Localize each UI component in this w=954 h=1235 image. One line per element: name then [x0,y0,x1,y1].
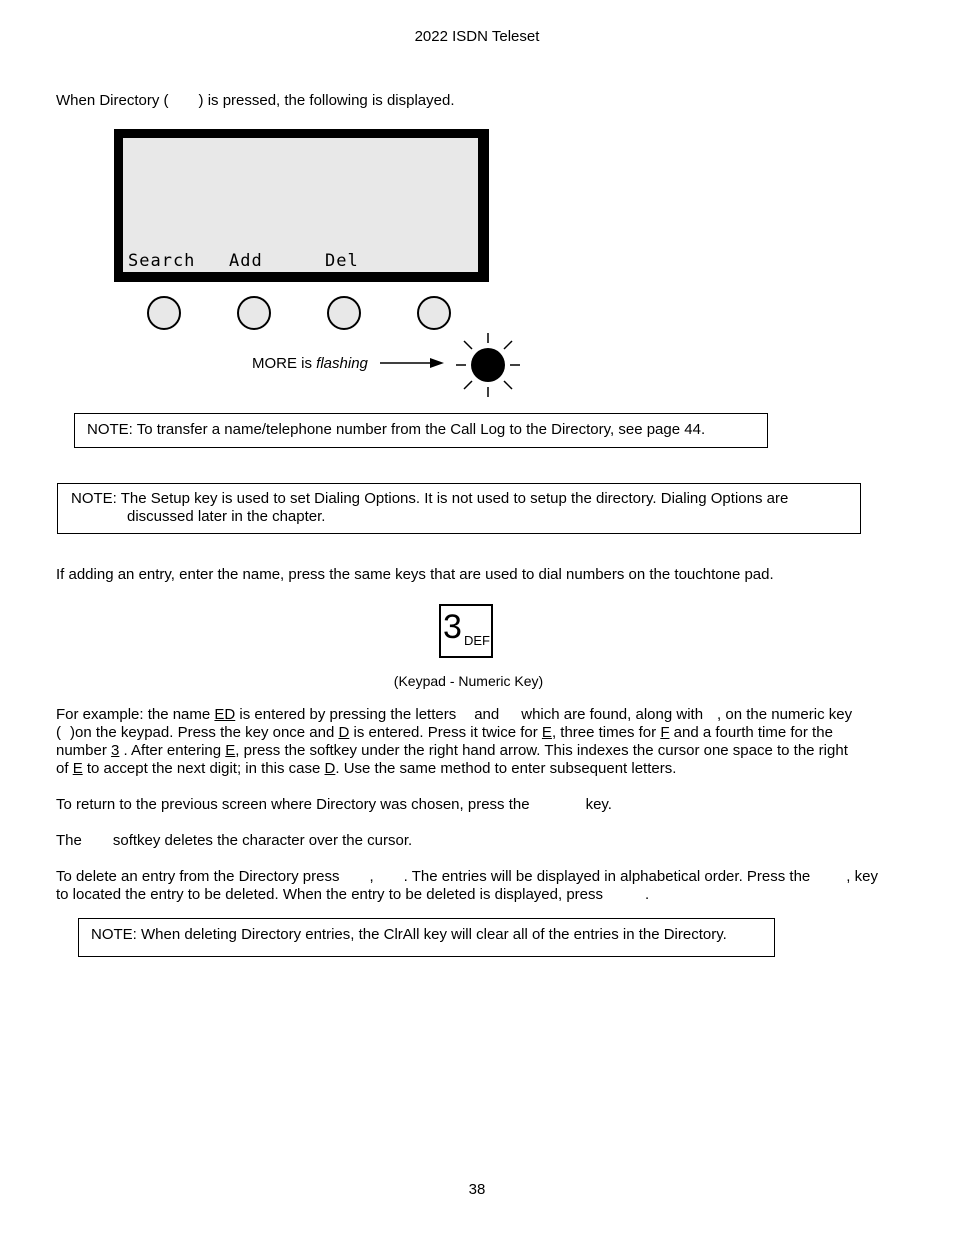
softkey-button-1[interactable] [147,296,181,330]
page-header-title: 2022 ISDN Teleset [414,28,540,45]
example-l3-text-c: , press the softkey under the right hand arrow. This indexes the cursor one space to the right [235,742,848,759]
note-box-setup-key [57,483,861,534]
keypad-key-letters: DEF [464,633,490,648]
intro-text [56,92,455,110]
example-l4-letter-e: E [72,760,83,777]
note-box-call-log [74,413,768,448]
example-line-2 [56,724,833,742]
para-delete-l2a: to located the entry to be deleted. When the entry to be deleted is displayed, press [56,886,604,903]
example-l2-letter-d: D [338,724,350,741]
para-softkey [56,832,412,850]
example-l2-text-b: )on the keypad. Press the key once and [70,724,339,741]
example-l4-letter-d: D [324,760,336,777]
example-l2-letter-e: E [541,724,552,741]
example-l1-and: and [474,706,500,723]
more-label-emphasis: flashing [316,355,368,372]
example-l1-name: ED [214,706,236,723]
note-call-log-text: NOTE: To transfer a name/telephone number from the Call Log to the Directory, see page 44. [87,421,706,438]
keypad-key-3 [439,604,493,658]
keypad-caption: (Keypad - Numeric Key) [393,673,544,689]
note-setup-line1: NOTE: The Setup key is used to set Dialing Options. It is not used to setup the directory. Dialing Options are [71,490,789,507]
para-delete-l1d: , key [846,868,878,885]
flashing-light-icon [452,330,524,400]
example-l3-number: 3 [111,742,120,759]
example-l1-text-b: is entered by pressing the letters [235,706,457,723]
intro-after: ) is pressed, the following is displayed. [198,92,455,109]
para-softkey-before: The [56,832,82,849]
para-delete-line-1 [56,868,878,886]
para-return-after: key. [585,796,612,813]
lcd-screen [123,138,478,272]
lcd-display-frame [114,129,489,282]
example-line-3 [56,742,848,760]
lcd-softkey-del-label: Del [325,251,359,271]
note-setup-line2: discussed later in the chapter. [127,508,326,525]
softkey-button-2[interactable] [237,296,271,330]
keypad-key-digit: 3 [443,608,462,646]
note-box-clrall [78,918,775,957]
more-label-prefix: MORE is [252,355,317,372]
para-delete-l1c: . The entries will be displayed in alphabetical order. Press the [403,868,811,885]
note-clrall-text: NOTE: When deleting Directory entries, the ClrAll key will clear all of the entries in the Directory. [91,926,727,943]
intro-before: When Directory ( [56,92,169,109]
example-l2-text-c: is entered. Press it twice for [349,724,542,741]
para-return [56,796,612,814]
example-l1-text-e: , on the numeric key [717,706,853,723]
lcd-softkey-add-label: Add [229,251,263,271]
example-line-1 [56,706,852,724]
example-l2-letter-f: F [660,724,670,741]
example-l3-letter-e: E [225,742,236,759]
example-line-4 [56,760,676,778]
example-l4-text-a: of [56,760,73,777]
example-l4-text-c: . Use the same method to enter subsequent letters. [335,760,677,777]
para-return-before: To return to the previous screen where Directory was chosen, press the [56,796,530,813]
softkey-button-3[interactable] [327,296,361,330]
lcd-softkey-search-label: Search [128,251,196,271]
page-number: 38 [468,1181,486,1198]
example-l2-paren: ( [56,724,61,741]
example-l1-text-a: For example: the name [56,706,215,723]
arrow-right-icon [378,352,448,374]
example-l3-text-b: . After entering [119,742,226,759]
para-delete-l2b: . [645,886,650,903]
example-l4-text-b: to accept the next digit; in this case [82,760,325,777]
para-delete-l1a: To delete an entry from the Directory press [56,868,340,885]
para-adding-entry: If adding an entry, enter the name, press the same keys that are used to dial numbers on the touchtone pad. [56,566,774,583]
example-l1-text-d: which are found, along with [521,706,704,723]
para-delete-l1b: , [369,868,374,885]
example-l3-text-a: number [56,742,112,759]
example-l2-text-d: , three times for [551,724,661,741]
softkey-button-4[interactable] [417,296,451,330]
more-indicator-label [252,355,368,373]
para-softkey-after: softkey deletes the character over the cursor. [112,832,413,849]
example-l2-text-e: and a fourth time for the [669,724,833,741]
para-delete-line-2 [56,886,649,904]
